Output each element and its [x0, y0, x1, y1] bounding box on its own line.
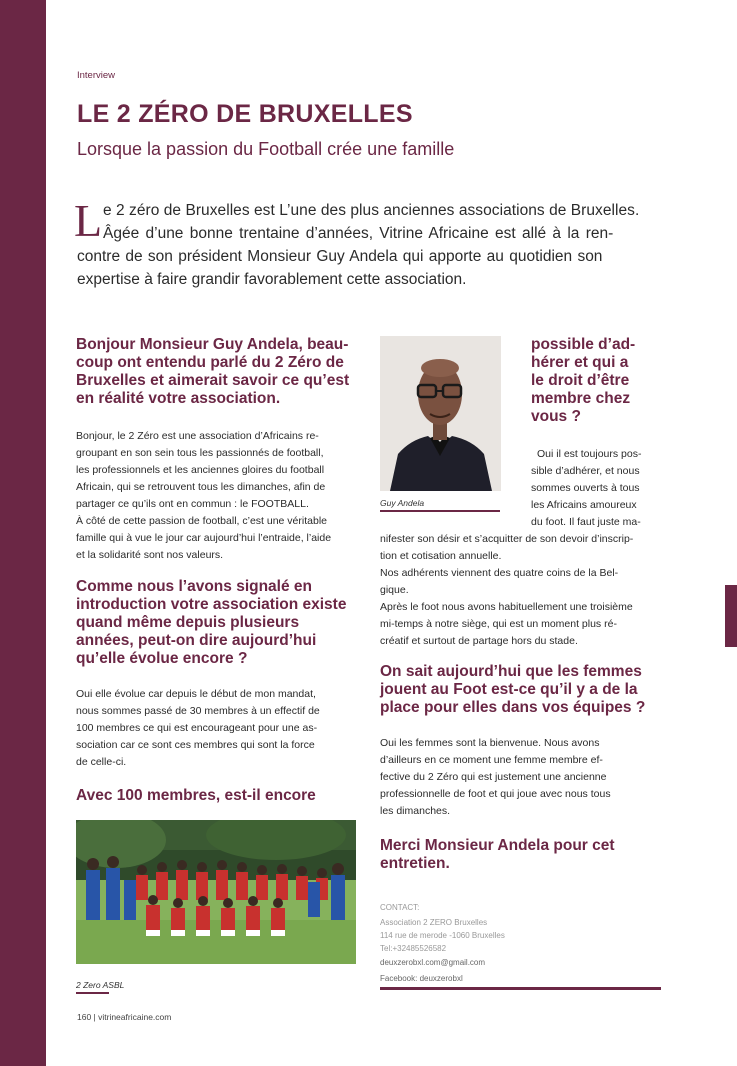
answer-line: sible d’adhérer, et nous	[531, 465, 640, 477]
question-line: Bonjour Monsieur Guy Andela, beau-	[76, 336, 349, 353]
contact-name: Association 2 ZERO Bruxelles	[380, 918, 488, 927]
contact-label: CONTACT:	[380, 903, 420, 912]
answer-line: les dimanches.	[380, 805, 451, 817]
contact-facebook[interactable]: Facebook: deuxzerobxl	[380, 974, 463, 983]
answer-line: Bonjour, le 2 Zéro est une association d’Africains re-	[76, 430, 319, 442]
closing-line: entretien.	[380, 855, 450, 872]
question-line: membre chez	[531, 390, 631, 407]
team-photo	[76, 820, 356, 964]
answer-1	[76, 428, 331, 564]
answer-line: Africain, qui se retrouvent tous les dimanches, afin de	[76, 481, 326, 493]
answer-line: sommes ouverts à tous	[531, 482, 640, 494]
closing-line: Merci Monsieur Andela pour cet	[380, 837, 615, 854]
question-line: en réalité votre association.	[76, 390, 281, 407]
page-subtitle: Lorsque la passion du Football crée une famille	[77, 139, 455, 159]
intro-drop-cap: L	[74, 195, 103, 246]
page-edge-tab	[725, 585, 737, 647]
question-3-continued	[531, 336, 635, 426]
question-line: vous ?	[531, 408, 581, 425]
intro-line: expertise à faire grandir favorablement cette association.	[77, 271, 467, 288]
question-4	[380, 663, 645, 717]
contact-email[interactable]: deuxzerobxl.com@gmail.com	[380, 958, 486, 967]
question-line: qu’elle évolue encore ?	[76, 650, 248, 667]
contact-phone: Tel:+32485526582	[380, 944, 447, 953]
contact-underline	[380, 987, 661, 990]
answer-line: Après le foot nous avons habituellement une troisième	[380, 601, 633, 613]
question-line: coup ont entendu parlé du 2 Zéro de	[76, 354, 344, 371]
portrait-caption: Guy Andela	[380, 498, 425, 508]
question-line: Comme nous l’avons signalé en	[76, 578, 313, 595]
answer-line: mi-temps à notre siège, qui est un moment plus ré-	[380, 618, 617, 630]
page-title: LE 2 ZÉRO DE BRUXELLES	[77, 100, 413, 128]
intro-line: contre de son président Monsieur Guy Andela qui apporte au quotidien son	[77, 248, 603, 265]
question-line: Bruxelles et aimerait savoir ce qu’est	[76, 372, 350, 389]
contact-address: 114 rue de merode -1060 Bruxelles	[380, 931, 505, 940]
answer-line: Oui elle évolue car depuis le début de mon mandat,	[76, 688, 316, 700]
answer-line: les Africains amoureux	[531, 499, 637, 511]
question-2	[76, 578, 346, 668]
question-line: hérer et qui a	[531, 354, 629, 371]
answer-line: professionnelle de foot et qui joue avec nous tous	[380, 788, 611, 800]
answer-line: nous sommes passé de 30 membres à un effectif de	[76, 705, 320, 717]
answer-3-narrow	[531, 446, 661, 531]
answer-line: et la solidarité sont nos valeurs.	[76, 549, 224, 561]
page-footer: 160 | vitrineafricaine.com	[77, 1012, 172, 1022]
left-color-band	[0, 0, 46, 1066]
answer-line: À côté de cette passion de football, c’est une véritable	[76, 515, 327, 527]
question-line: introduction votre association existe	[76, 596, 347, 613]
answer-line: groupant en son sein tous les passionnés de football,	[76, 447, 324, 459]
portrait-photo	[380, 336, 501, 491]
answer-line: nifester son désir et s’acquitter de son devoir d’inscrip-	[380, 533, 634, 545]
answer-line: partager ce qu’ils ont en commun : le FOOTBALL.	[76, 498, 309, 510]
question-line: possible d’ad-	[531, 336, 636, 353]
answer-line: d’ailleurs en ce moment une femme membre ef-	[380, 754, 603, 766]
question-line: le droit d’être	[531, 372, 630, 389]
answer-line: Oui il est toujours pos-	[537, 448, 642, 460]
question-line: On sait aujourd’hui que les femmes	[380, 663, 642, 680]
team-photo-caption: 2 Zero ASBL	[76, 980, 125, 990]
closing-remark	[380, 837, 615, 873]
answer-line: les professionnels et les anciennes gloires du football	[76, 464, 325, 476]
question-1	[76, 336, 349, 408]
portrait-image	[380, 336, 501, 491]
question-line: jouent au Foot est-ce qu’il y a de la	[380, 681, 638, 698]
section-label: Interview	[77, 70, 116, 81]
question-line: place pour elles dans vos équipes ?	[380, 699, 646, 716]
question-line: quand même depuis plusieurs	[76, 614, 300, 631]
caption-underline	[76, 992, 109, 994]
question-3-start: Avec 100 membres, est-il encore	[76, 787, 316, 804]
answer-3-wide	[380, 531, 633, 650]
answer-line: Nos adhérents viennent des quatre coins de la Bel-	[380, 567, 619, 579]
answer-line: gique.	[380, 584, 409, 596]
answer-line: créatif et surtout de partage hors du stade.	[380, 635, 578, 647]
answer-line: tion et cotisation annuelle.	[380, 550, 502, 562]
intro-line: e 2 zéro de Bruxelles est L’une des plus anciennes associations de Bruxelles.	[103, 202, 640, 219]
answer-4	[380, 735, 611, 820]
answer-2	[76, 686, 320, 771]
answer-line: Oui les femmes sont la bienvenue. Nous avons	[380, 737, 600, 749]
intro-line: Âgée d’une bonne trentaine d’années, Vitrine Africaine est allé à la ren-	[103, 225, 614, 242]
answer-line: de celle-ci.	[76, 756, 127, 768]
caption-underline	[380, 510, 500, 512]
answer-line: famille qui à vue le jour car aujourd’hui l’entraide, l’aide	[76, 532, 332, 544]
answer-line: du foot. Il faut juste ma-	[531, 516, 641, 528]
team-photo-image	[76, 820, 356, 964]
question-line: années, peut-on dire aujourd’hui	[76, 632, 317, 649]
answer-line: fective du 2 Zéro qui est justement une ancienne	[380, 771, 607, 783]
answer-line: 100 membres ce qui est encourageant pour une as-	[76, 722, 318, 734]
answer-line: sociation car ce sont ces membres qui sont la force	[76, 739, 315, 751]
